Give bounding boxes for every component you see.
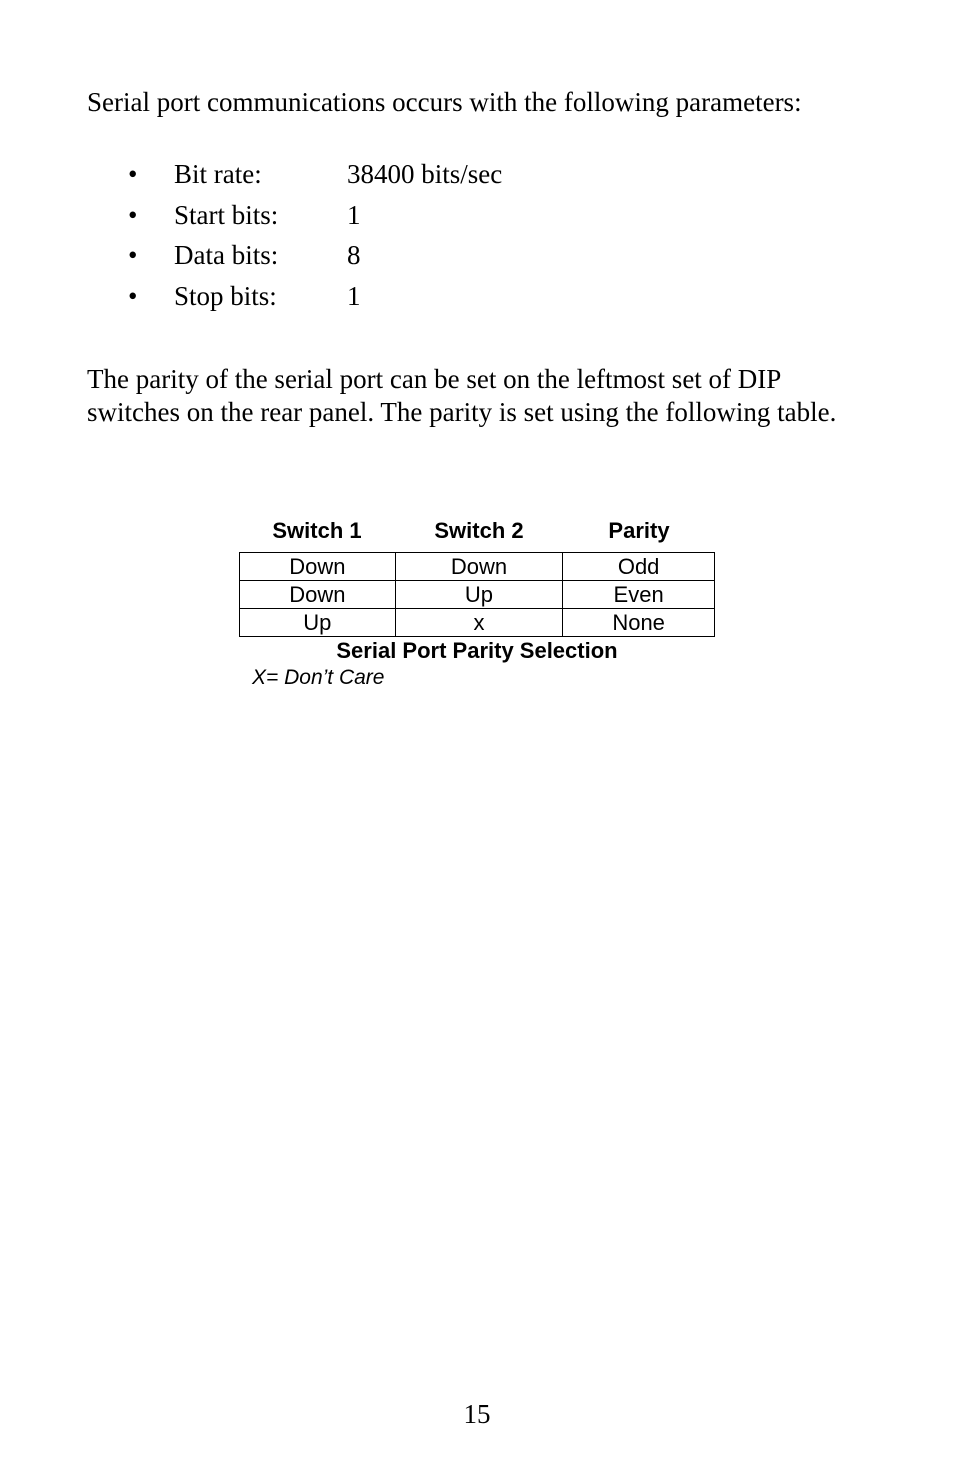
bullet-icon: • [128, 199, 138, 230]
table-row [240, 581, 715, 609]
bullet-icon: • [128, 280, 138, 311]
parity-table [239, 552, 715, 637]
parity-table-block [239, 514, 715, 691]
table-cell: Odd [563, 553, 715, 581]
table-row [240, 609, 715, 637]
parameter-label: Stop bits: [174, 280, 277, 311]
table-row [240, 553, 715, 581]
parity-paragraph: The parity of the serial port can be set on the leftmost set of DIP switches on the rear panel. The parity is set using the following table. [87, 364, 837, 427]
bullet-icon: • [128, 240, 138, 270]
table-header-cell: Switch 1 [272, 518, 362, 543]
page-number: 15 [463, 1399, 491, 1429]
table-cell: Up [395, 581, 563, 609]
bullet-icon: • [128, 159, 138, 189]
parameter-value: 38400 bits/sec [347, 159, 503, 189]
table-caption: Serial Port Parity Selection [336, 638, 618, 663]
parameter-label: Start bits: [174, 199, 279, 230]
table-cell: Down [395, 553, 563, 581]
table-note: X= Don’t Care [252, 666, 385, 689]
table-header-cell: Switch 2 [434, 518, 524, 543]
intro-paragraph: Serial port communications occurs with the following parameters: [87, 87, 802, 117]
table-cell: x [395, 609, 563, 637]
table-cell: Down [240, 581, 396, 609]
table-cell: Even [563, 581, 715, 609]
table-cell: Up [240, 609, 396, 637]
parameter-label: Bit rate: [174, 159, 262, 189]
parameter-value: 1 [347, 199, 361, 230]
table-header-row [239, 514, 715, 548]
table-cell: None [563, 609, 715, 637]
parameter-label: Data bits: [174, 240, 279, 270]
parameter-value: 8 [347, 240, 361, 270]
table-header-cell: Parity [608, 518, 670, 543]
parameter-value: 1 [347, 280, 361, 311]
table-cell: Down [240, 553, 396, 581]
